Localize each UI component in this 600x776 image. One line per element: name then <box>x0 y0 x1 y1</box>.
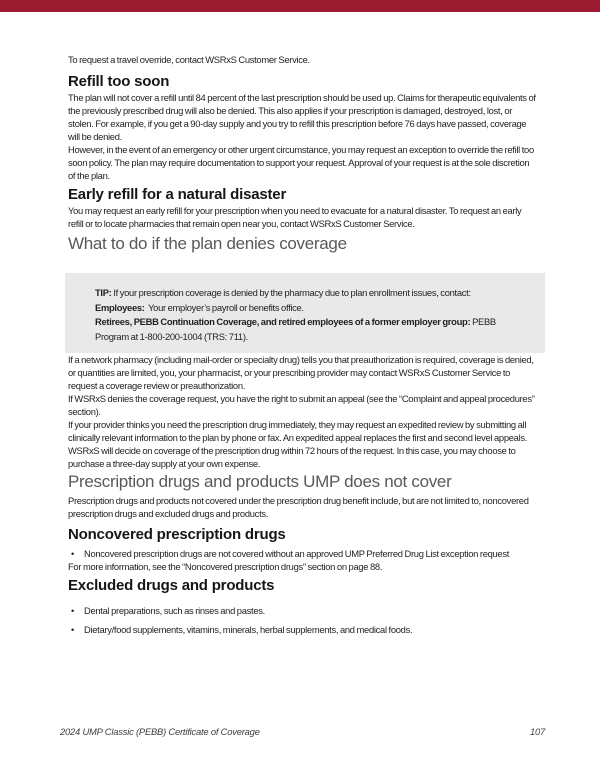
tip-retirees-line <box>95 315 515 344</box>
paragraph-more-info: For more information, see the “Noncovered prescription drugs” section on page 88. <box>68 561 383 572</box>
tip-text: If your prescription coverage is denied by the pharmacy due to plan enrollment issues, contact: <box>111 287 471 298</box>
tip-employees-label: Employees: <box>95 301 145 313</box>
heading-early-refill: Early refill for a natural disaster <box>68 186 287 203</box>
paragraph-early-refill: You may request an early refill for your prescription when you need to evacuate for a natural disaster. To request an early refill or to locate pharmacies that remain open near you, contact WSRxS Customer Service. <box>68 205 522 229</box>
tip-retirees-label: Retirees, PEBB Continuation Coverage, and retired employees of a former employer group: <box>95 316 471 327</box>
heading-excluded-drugs: Excluded drugs and products <box>68 577 275 594</box>
paragraph-refill-exception: However, in the event of an emergency or other urgent circumstance, you may request an exception to override the refill too soon policy. The plan may require documentation to support your request. Approval of your request is at the sole discretion of the plan. <box>68 144 534 181</box>
document-page <box>68 0 538 636</box>
noncovered-bullet-list <box>68 547 538 560</box>
tip-retirees-text: PEBB Program at 1-800-200-1004 (TRS: 711). <box>95 316 498 342</box>
tip-line <box>95 286 515 301</box>
bullet-item: • Dental preparations, such as rinses and pastes. <box>68 604 538 617</box>
bullet-item: • Dietary/food supplements, vitamins, minerals, herbal supplements, and medical foods. <box>68 623 538 636</box>
paragraph-expedited-review: If your provider thinks you need the prescription drug immediately, they may request an expedited review by submitting all clinically relevant information to the plan by phone or fax. An expedited appeal replaces the first and second level appeals. WSRxS will decide on coverage of the prescription drug within 72 hours of the request. In this case, you may choose to purchase a three-day supply at your own expense. <box>68 419 528 469</box>
tip-employees-text: Your employer’s payroll or benefits office. <box>144 301 304 313</box>
heading-drugs-not-covered: Prescription drugs and products UMP does not cover <box>68 472 452 491</box>
excluded-bullet-list <box>68 604 538 636</box>
footer-page-number: 107 <box>529 726 545 737</box>
paragraph-travel-override: To request a travel override, contact WSRxS Customer Service. <box>68 54 310 65</box>
tip-label: TIP: <box>95 287 112 298</box>
page-footer <box>60 726 545 737</box>
paragraph-refill-policy: The plan will not cover a refill until 84 percent of the last prescription should be used up. Claims for therapeutic equivalents of the previously prescribed drug will also be denied. This also applies if your prescription is damaged, destroyed, lost, or stolen. For example, if you get a 90-day supply and you try to refill this prescription before 76 days have passed, coverage will be denied. <box>68 92 536 142</box>
tip-box <box>65 273 545 353</box>
footer-document-title: 2024 UMP Classic (PEBB) Certificate of Coverage <box>60 726 260 737</box>
heading-refill-too-soon: Refill too soon <box>68 73 170 90</box>
paragraph-appeal-right: If WSRxS denies the coverage request, you have the right to submit an appeal (see the “Complaint and appeal procedures” section). <box>68 393 535 417</box>
bullet-item: • Noncovered prescription drugs are not covered without an approved UMP Preferred Drug List exception request <box>68 547 538 560</box>
paragraph-network-pharmacy: If a network pharmacy (including mail-order or specialty drug) tells you that preauthorization is required, coverage is denied, or quantities are limited, you, your pharmacist, or your prescribing provider may contact WSRxS Customer Service to request a coverage review or preauthorization. <box>68 354 534 391</box>
tip-employees-line <box>95 301 515 316</box>
heading-plan-denies-coverage: What to do if the plan denies coverage <box>68 234 347 253</box>
heading-noncovered-drugs: Noncovered prescription drugs <box>68 526 286 543</box>
paragraph-not-covered-intro: Prescription drugs and products not covered under the prescription drug benefit include, but are not limited to, noncovered prescription drugs and excluded drugs and products. <box>68 495 529 519</box>
